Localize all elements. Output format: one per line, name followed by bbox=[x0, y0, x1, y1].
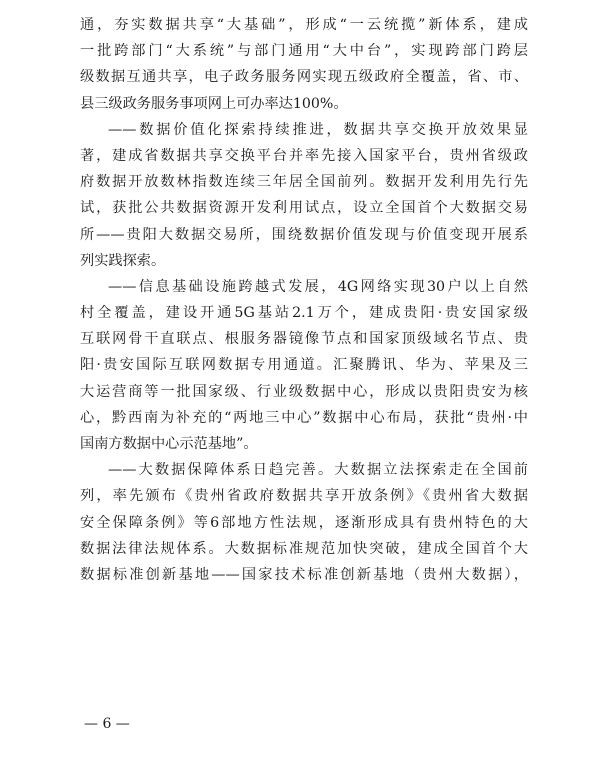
text-line: 数据法律法规体系。大数据标准规范加快突破，建成全国首个大 bbox=[80, 540, 528, 557]
text-line: 县三级政务服务事项网上可办率达100%。 bbox=[80, 95, 348, 112]
text-line: 安全保障条例》等6部地方性法规，逐渐形成具有贵州特色的大 bbox=[80, 514, 528, 531]
paragraph-legal-framework bbox=[80, 457, 528, 588]
paragraph-data-value bbox=[80, 117, 528, 274]
text-line: 阳·贵安国际互联网数据专用通道。汇聚腾讯、华为、苹果及三 bbox=[80, 357, 528, 374]
body-text bbox=[80, 12, 528, 588]
text-line: 府数据开放数林指数连续三年居全国前列。数据开发利用先行先 bbox=[80, 174, 528, 191]
text-line: ——大数据保障体系日趋完善。大数据立法探索走在全国前 bbox=[108, 462, 528, 479]
text-line: 互联网骨干直联点、根服务器镜像节点和国家顶级域名节点、贵 bbox=[80, 331, 528, 348]
text-line: 列，率先颁布《贵州省政府数据共享开放条例》《贵州省大数据 bbox=[80, 488, 528, 505]
text-line: 国南方数据中心示范基地”。 bbox=[80, 436, 258, 452]
text-line: 试，获批公共数据资源开发利用试点，设立全国首个大数据交易 bbox=[80, 200, 528, 217]
text-line: 著，建成省数据共享交换平台并率先接入国家平台，贵州省级政 bbox=[80, 147, 528, 164]
text-line: 列实践探索。 bbox=[80, 252, 166, 269]
text-line: 心，黔西南为补充的“两地三中心”数据中心布局，获批“贵州·中 bbox=[80, 409, 528, 426]
text-line: 一批跨部门“大系统”与部门通用“大中台”，实现跨部门跨层 bbox=[80, 43, 528, 60]
text-line: 大运营商等一批国家级、行业级数据中心，形成以贵阳贵安为核 bbox=[80, 383, 528, 400]
page-number: — 6 — bbox=[84, 716, 130, 732]
text-line: ——数据价值化探索持续推进，数据共享交换开放效果显 bbox=[108, 121, 528, 138]
text-line: 通，夯实数据共享“大基础”，形成“一云统揽”新体系，建成 bbox=[80, 17, 528, 33]
text-line: 所——贵阳大数据交易所，围绕数据价值发现与价值变现开展系 bbox=[80, 226, 528, 243]
text-line: ——信息基础设施跨越式发展，4G网络实现30户以上自然 bbox=[108, 278, 528, 295]
text-line: 村全覆盖，建设开通5G基站2.1万个，建成贵阳·贵安国家级 bbox=[80, 305, 528, 322]
paragraph-data-sharing bbox=[80, 12, 528, 117]
text-line: 数据标准创新基地——国家技术标准创新基地（贵州大数据）， bbox=[80, 566, 528, 583]
text-line: 级数据互通共享，电子政务服务网实现五级政府全覆盖，省、市、 bbox=[80, 69, 528, 86]
paragraph-infrastructure bbox=[80, 274, 528, 457]
